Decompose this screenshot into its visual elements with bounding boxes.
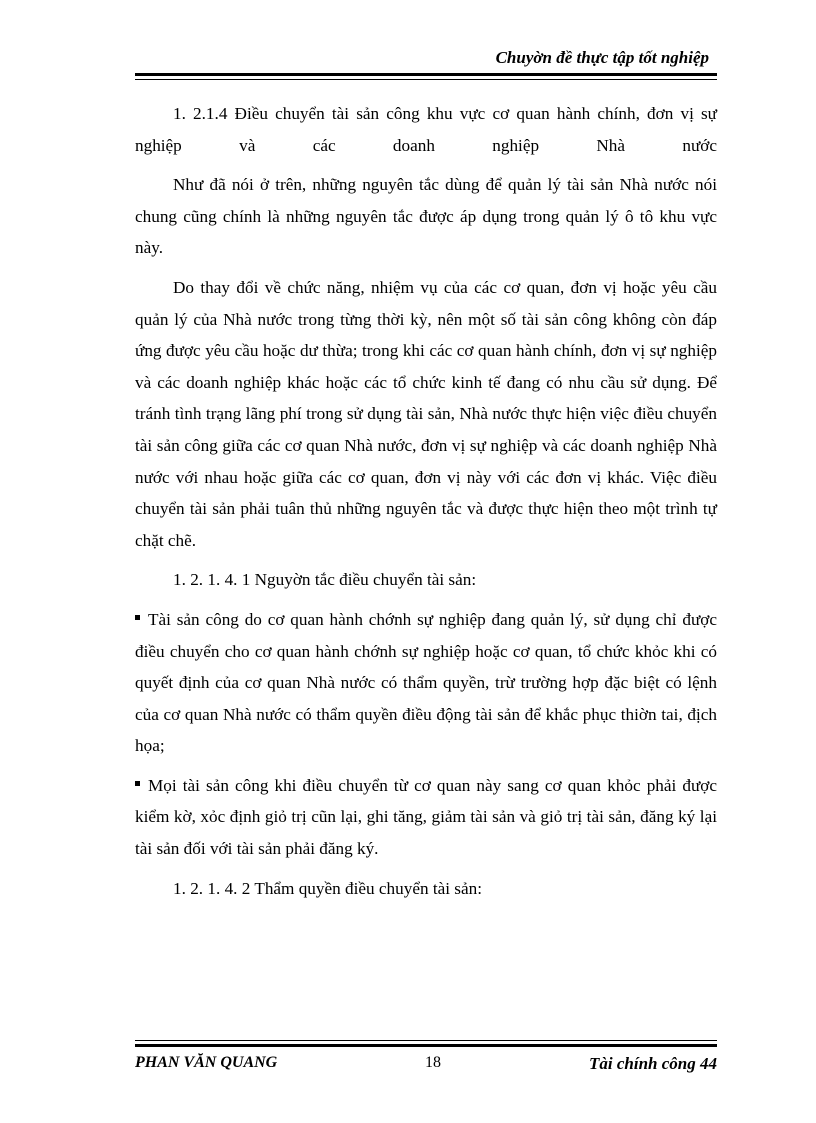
paragraph-main: Do thay đổi về chức năng, nhiệm vụ của các cơ quan, đơn vị hoặc yêu cầu quản lý của Nhà nước trong từng thời kỳ, nên một số tài sản công không còn đáp ứng được yêu cầu hoặc dư thừa; trong khi các cơ quan hành chính, đơn vị sự nghiệp và các doanh nghiệp khác hoặc các tổ chức kinh tế đang có nhu cầu sử dụng. Để tránh tình trạng lãng phí trong sử dụng tài sản, Nhà nước thực hiện việc điều chuyển tài sản công giữa các cơ quan Nhà nước, đơn vị sự nghiệp và các doanh nghiệp Nhà nước với nhau hoặc giữa các cơ quan, đơn vị này với các đơn vị khác. Việc điều chuyển tài sản phải tuân thủ những nguyên tắc và được thực hiện theo một trình tự chặt chẽ. (135, 277, 717, 550)
bullet-icon (135, 781, 140, 786)
page-header-title: Chuyờn đề thực tập tốt nghiệp (495, 48, 709, 67)
subsection-heading-principles: 1. 2. 1. 4. 1 Nguyờn tắc điều chuyển tài sản: (173, 570, 477, 590)
bullet-item-1 (135, 604, 717, 762)
paragraph-intro: Như đã nói ở trên, những nguyên tắc dùng để quản lý tài sản Nhà nước nói chung cũng chính là những nguyên tắc được áp dụng trong quản lý ô tô khu vực này. (135, 175, 717, 258)
subsection-heading-authority: 1. 2. 1. 4. 2 Thẩm quyền điều chuyển tài sản: (173, 878, 482, 898)
document-body (135, 98, 717, 904)
footer-author: PHAN VĂN QUANG (135, 1054, 278, 1071)
bullet-item-2 (135, 770, 717, 865)
page-number: 18 (425, 1054, 441, 1071)
footer-rule-thin (135, 1040, 717, 1041)
footer-class: Tài chính công 44 (589, 1054, 717, 1073)
section-heading: 1. 2.1.4 Điều chuyển tài sản công khu vực cơ quan hành chính, đơn vị sự nghiệp và các doanh nghiệp Nhà nước (135, 104, 717, 155)
footer-rule-thick (135, 1044, 717, 1047)
header-rule-thin (135, 79, 717, 80)
bullet-text: Tài sản công do cơ quan hành chớnh sự nghiệp đang quản lý, sử dụng chỉ được điều chuyển cho cơ quan hành chớnh sự nghiệp hoặc cơ quan, tổ chức khỏc khi có quyết định của cơ quan Nhà nước có thẩm quyền, trừ trường hợp đặc biệt có lệnh của cơ quan Nhà nước có thẩm quyền điều động tài sản để khắc phục thiờn tai, địch họa; (135, 609, 717, 756)
bullet-icon (135, 615, 140, 620)
bullet-text: Mọi tài sản công khi điều chuyển từ cơ quan này sang cơ quan khỏc phải được kiểm kờ, xỏc định giỏ trị cũn lại, ghi tăng, giảm tài sản và giỏ trị tài sản, đăng ký lại tài sản đối với tài sản phải đăng ký. (135, 775, 717, 859)
header-rule-thick (135, 73, 717, 76)
